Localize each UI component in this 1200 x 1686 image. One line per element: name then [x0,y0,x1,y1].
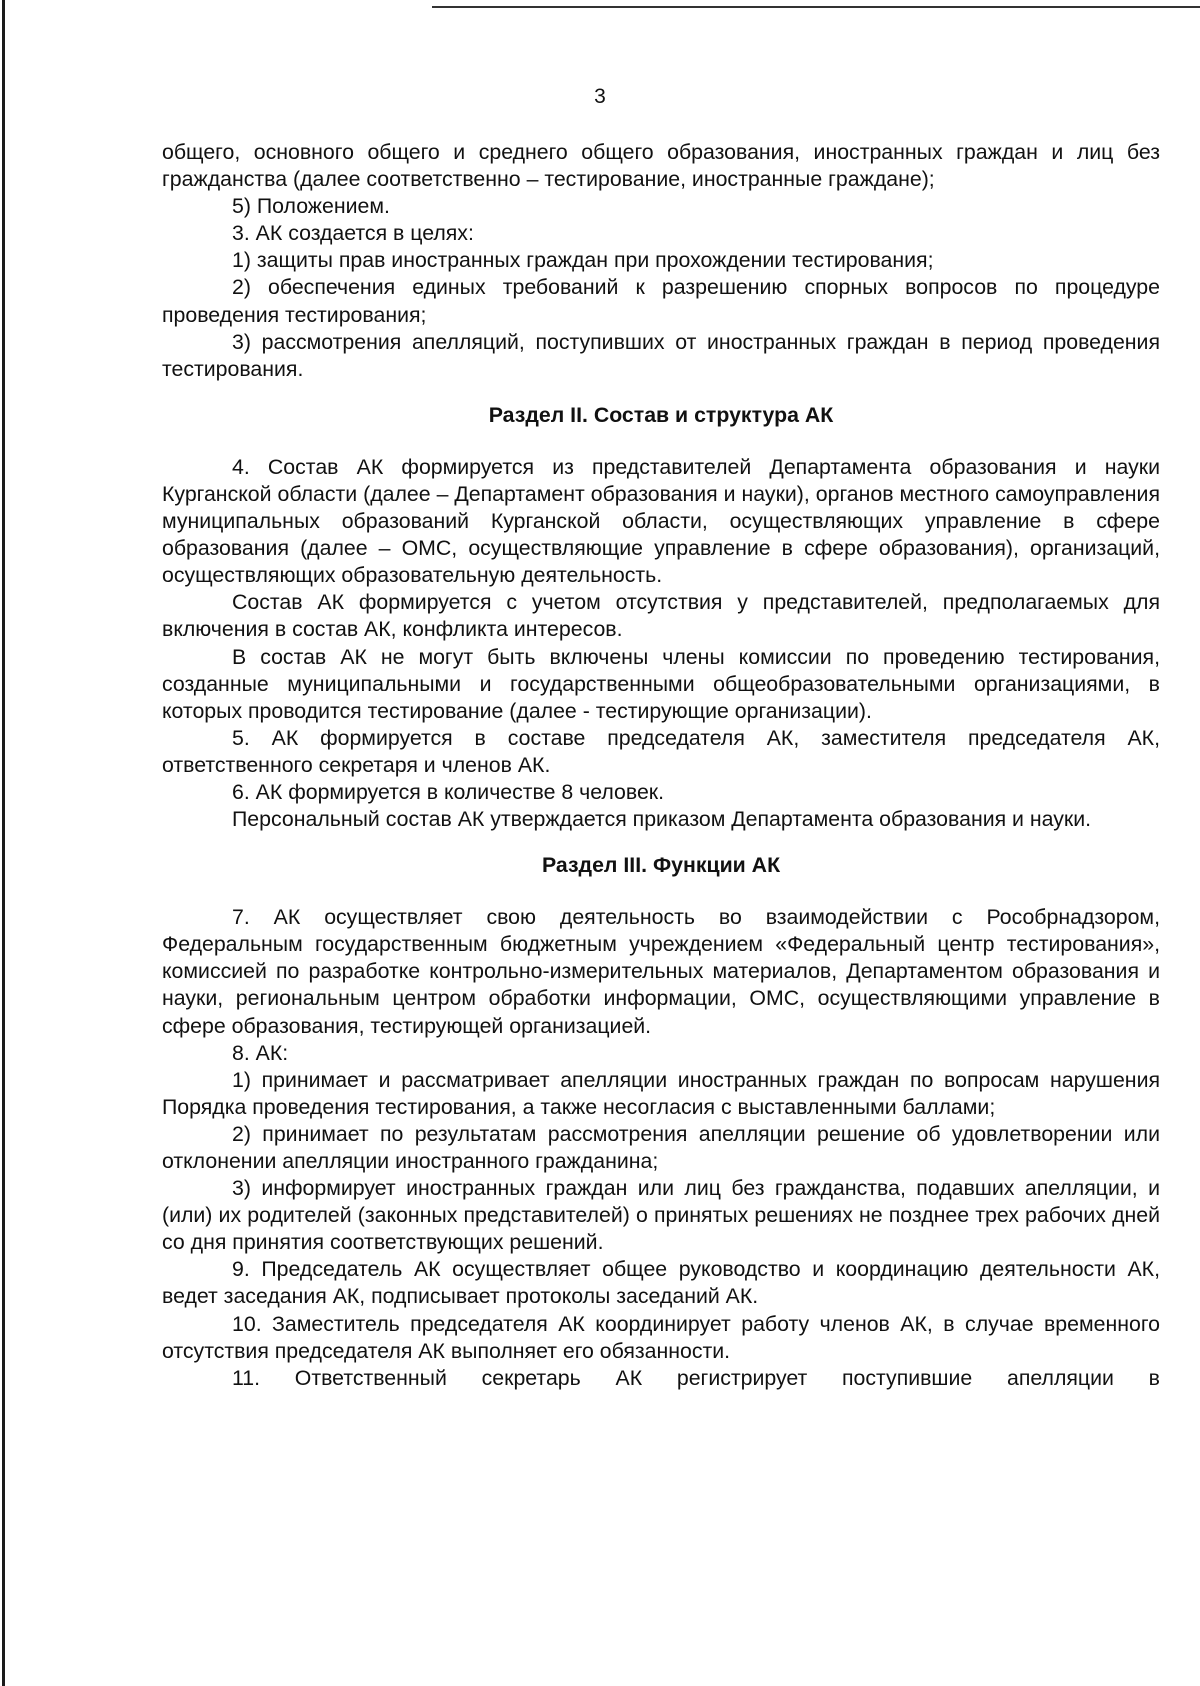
scan-top-edge-line [432,6,1200,8]
paragraph: 1) защиты прав иностранных граждан при прохождении тестирования; [232,248,934,273]
paragraph-clause-6: 6. АК формируется в количестве 8 человек. [232,779,665,804]
paragraph: 2) принимает по результатам рассмотрения апелляции решение об удовлетворении или отклонении апелляции иностранного гражданина; [162,1121,1160,1173]
section-heading-3: Раздел III. Функции АК [541,853,781,878]
paragraph-clause-9: 9. Председатель АК осуществляет общее руководство и координацию деятельности АК, ведет заседания АК, подписывает протоколы заседаний АК. [162,1257,1160,1309]
section-heading-2: Раздел II. Состав и структура АК [488,402,834,427]
page-number: 3 [594,85,606,108]
paragraph-clause-7: 7. АК осуществляет свою деятельность во взаимодействии с Рособрнадзором, Федеральным государственным бюджетным учреждением «Федеральный центр тестирования», комиссией по разработке контрольно-измерительных материалов, Департаментом образования и науки, региональным центром обработки информации, ОМС, осуществляющими управление в сфере образования, тестирующей организацией. [162,905,1160,1038]
paragraph-clause-11: 11. Ответственный секретарь АК регистрирует поступившие апелляции в [232,1365,1160,1390]
paragraph-clause-5: 5. АК формируется в составе председателя АК, заместителя председателя АК, ответственного секретаря и членов АК. [162,725,1160,777]
paragraph: В состав АК не могут быть включены члены комиссии по проведению тестирования, созданные муниципальными и государственными общеобразовательными организациями, в которых проводится тестирование (далее - тестирующие организации). [162,644,1160,723]
paragraph-continuation: общего, основного общего и среднего общего образования, иностранных граждан и лиц без гражданства (далее соответственно – тестирование, иностранные граждане); [162,140,1160,192]
paragraph: 3) информирует иностранных граждан или лиц без гражданства, подавших апелляции, и (или) их родителей (законных представителей) о принятых решениях не позднее трех рабочих дней со дня принятия соответствующих решений. [162,1176,1160,1255]
paragraph: 5) Положением. [232,194,390,219]
scan-left-edge-line [2,0,5,1686]
paragraph-clause-3: 3. АК создается в целях: [232,221,474,246]
paragraph-clause-8: 8. АК: [232,1040,289,1065]
paragraph: 1) принимает и рассматривает апелляции иностранных граждан по вопросам нарушения Порядка проведения тестирования, а также несогласия с выставленными баллами; [162,1067,1160,1119]
document-body [162,139,1160,1392]
paragraph-clause-4: 4. Состав АК формируется из представителей Департамента образования и науки Курганской области (далее – Департамент образования и науки), органов местного самоуправления муниципальных образований Курганской области, осуществляющих управление в сфере образования (далее – ОМС, осуществляющие управление в сфере образования), организаций, осуществляющих образовательную деятельность. [162,454,1160,588]
paragraph: Состав АК формируется с учетом отсутствия у представителей, предполагаемых для включения в состав АК, конфликта интересов. [162,590,1160,642]
paragraph-clause-10: 10. Заместитель председателя АК координирует работу членов АК, в случае временного отсутствия председателя АК выполняет его обязанности. [162,1311,1160,1363]
paragraph: Персональный состав АК утверждается приказом Департамента образования и науки. [232,807,1092,832]
paragraph: 2) обеспечения единых требований к разрешению спорных вопросов по процедуре проведения тестирования; [162,275,1160,327]
paragraph: 3) рассмотрения апелляций, поступивших от иностранных граждан в период проведения тестирования. [162,329,1160,381]
